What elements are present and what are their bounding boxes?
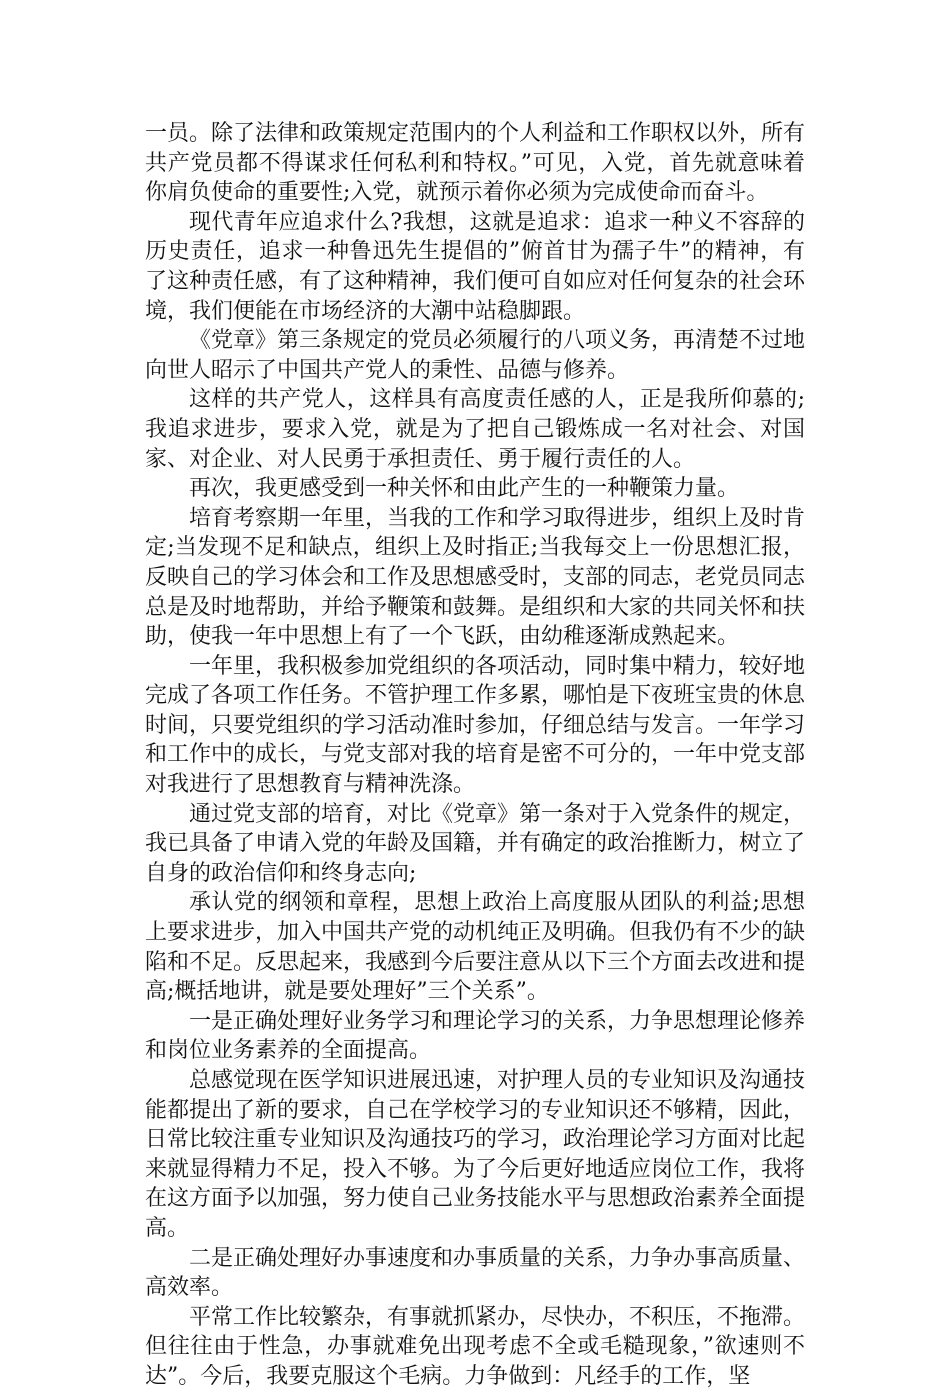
paragraph: 《党章》第三条规定的党员必须履行的八项义务，再清楚不过地向世人昭示了中国共产党人的秉性、品德与修养。 (145, 328, 806, 383)
paragraph: 平常工作比较繁杂，有事就抓紧办，尽快办，不积压，不拖滞。但往往由于性急，办事就难免出现考虑不全或毛糙现象，”欲速则不达”。今后，我要克服这个毛病。力争做到：凡经手的工作，坚 (145, 1304, 806, 1389)
paragraph: 现代青年应追求什么?我想，这就是追求：追求一种义不容辞的历史责任，追求一种鲁迅先生提倡的”俯首甘为孺子牛”的精神，有了这种责任感，有了这种精神，我们便可自如应对任何复杂的社会环境，我们便能在市场经济的大潮中站稳脚跟。 (145, 209, 806, 324)
paragraph: 这样的共产党人，这样具有高度责任感的人，正是我所仰慕的;我追求进步，要求入党，就是为了把自己锻炼成一名对社会、对国家、对企业、对人民勇于承担责任、勇于履行责任的人。 (145, 387, 805, 472)
paragraph: 总感觉现在医学知识进展迅速，对护理人员的专业知识及沟通技能都提出了新的要求，自己在学校学习的专业知识还不够精，因此，日常比较注重专业知识及沟通技巧的学习，政治理论学习方面对比起来就显得精力不足，投入不够。为了今后更好地适应岗位工作，我将在这方面予以加强，努力使自己业务技能水平与思想政治素养全面提高。 (145, 1068, 806, 1241)
paragraph: 一是正确处理好业务学习和理论学习的关系，力争思想理论修养和岗位业务素养的全面提高。 (145, 1008, 806, 1064)
paragraph: 培育考察期一年里，当我的工作和学习取得进步，组织上及时肯定;当发现不足和缺点，组织上及时指正;当我每交上一份思想汇报，反映自己的学习体会和工作及思想感受时，支部的同志，老党员同志总是及时地帮助，并给予鞭策和鼓舞。是组织和大家的共同关怀和扶助，使我一年中思想上有了一个飞跃，由幼稚逐渐成熟起来。 (145, 505, 806, 650)
document-body (145, 119, 805, 1392)
paragraph: 承认党的纲领和章程，思想上政治上高度服从团队的利益;思想上要求进步，加入中国共产党的动机纯正及明确。但我仍有不少的缺陷和不足。反思起来，我感到今后要注意从以下三个方面去改进和提高;概括地讲，就是要处理好”三个关系”。 (145, 890, 806, 1005)
paragraph: 再次，我更感受到一种关怀和由此产生的一种鞭策力量。 (189, 476, 740, 502)
paragraph: 二是正确处理好办事速度和办事质量的关系，力争办事高质量、高效率。 (145, 1245, 806, 1301)
paragraph: 一年里，我积极参加党组织的各项活动，同时集中精力，较好地完成了各项工作任务。不管护理工作多累，哪怕是下夜班宝贵的休息时间，只要党组织的学习活动准时参加，仔细总结与发言。一年学习和工作中的成长，与党支部对我的培育是密不可分的，一年中党支部对我进行了思想教育与精神洗涤。 (145, 653, 806, 798)
paragraph: 通过党支部的培育，对比《党章》第一条对于入党条件的规定，我已具备了申请入党的年龄及国籍，并有确定的政治推断力，树立了自身的政治信仰和终身志向; (145, 801, 806, 886)
paragraph: 一员。除了法律和政策规定范围内的个人利益和工作职权以外，所有共产党员都不得谋求任何私利和特权。”可见，入党，首先就意味着你肩负使命的重要性;入党，就预示着你必须为完成使命而奋斗。 (145, 121, 806, 206)
